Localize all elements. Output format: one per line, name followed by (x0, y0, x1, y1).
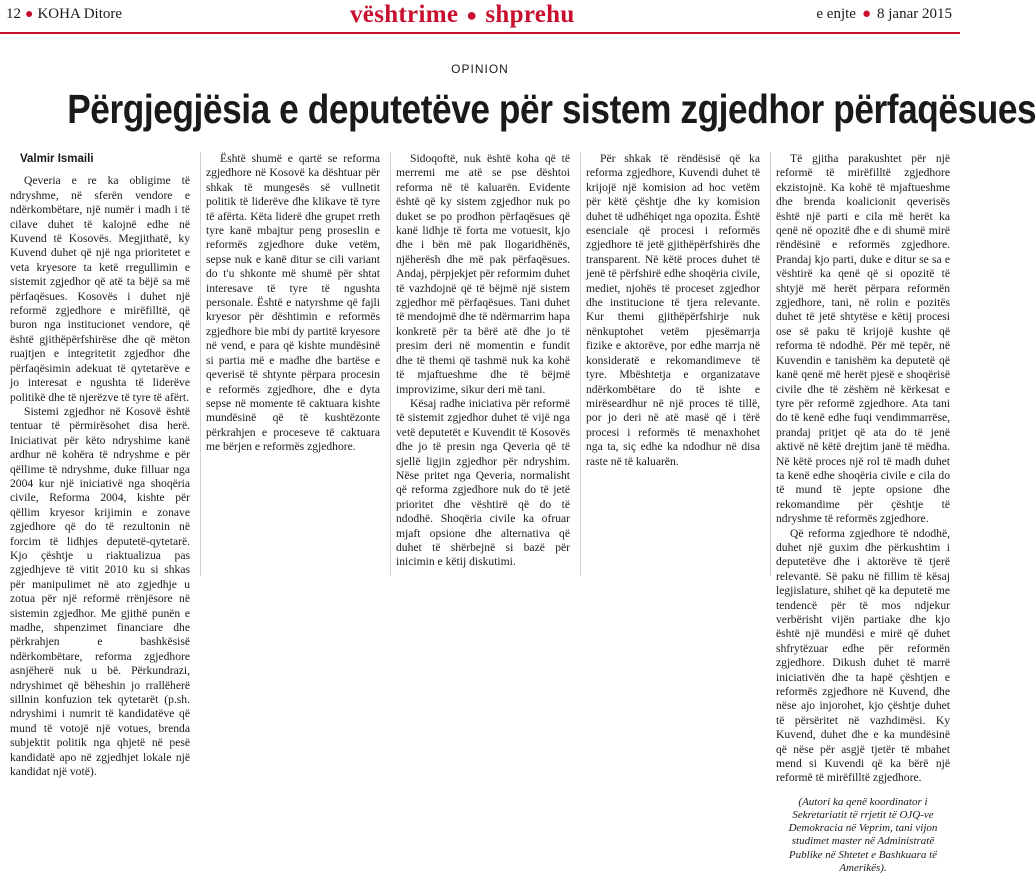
issue-date: 8 janar 2015 (877, 6, 952, 22)
author-note: (Autori ka qenë koordinator i Sekretariatit të rrjetit të OJQ-ve Demokracia në Veprim, tani vijon studimet master në Administratë Publike në Shtetet e Bashkuara të Amerikës). (788, 795, 938, 874)
article-column-1 (10, 152, 190, 779)
section-title-part1: vështrime (350, 1, 459, 28)
masthead-divider (0, 32, 960, 34)
paragraph: Që reforma zgjedhore të ndodhë, duhet një guxim dhe përkushtim i deputetëve dhe i aktorëve të tjerë relevantë. Së paku në fillim të kësaj legjislature, shihet që ka deputetë me tendencë për të mos ndjekur verbërisht vijën partiake dhe kjo është një mundësi e mirë që duhet shfrytëzuar edhe për reformën zgjedhore. Dikush duhet të marrë iniciativën dhe ta hapë çështjen e reformës zgjedhore në Kuvend, dhe nëse ajo injorohet, kjo çështje duhet të përsëritet në vazhdimësi. Ky Kuvend, duhet dhe e ka mundësinë që nëse për asgjë tjetër të mbahet mend si Kuvendi që ka bërë një reformë të mirëfilltë zgjedhore. (776, 526, 950, 785)
article-column-4 (580, 152, 760, 576)
section-title (350, 1, 575, 29)
paragraph: Sistemi zgjedhor në Kosovë është tentuar të përmirësohet disa herë. Iniciativat për këto ndryshime kanë ardhur në kohëra të ndryshme e për qëllime të ndryshme, duke filluar nga 2004 kur një iniciativë nga shoqëria civile, Reforma 2004, kishte për qëllim kryesor krijimin e zonave zgjedhore që do të rezultonin në forcim të lidhjes deputetë-qytetarë. Kjo çështje u riaktualizua pas zgjedhjeve të vitit 2010 ku si shkas për manipulimet në ato zgjedhje u zotua për një reformë rrënjësore në sistemin zgjedhor. Me gjithë punën e madhe, shpenzimet financiare dhe përkrahjen e bashkësisë ndërkombëtare, reforma zgjedhore asnjëherë nuk u bë. Përkundrazi, ndryshimet që bëheshin jo rrallëherë sillnin konfuzion tek qytetarët (p.sh. ndryshimi i numrit të kandidatëve që mund të votojë një votues, brenda subjektit politik nga qhjetë në pesë kandidatë apo në zgjedhjet lokale një kandidat një votë). (10, 404, 190, 779)
paragraph: Kësaj radhe iniciativa për reformë të sistemit zgjedhor duhet të vijë nga vetë deputetët e Kuvendit të Kosovës dhe jo të presin nga Qeveria që të sjellë ligjin zgjedhor për ndryshim. Nëse pritet nga Qeveria, normalisht që reforma zgjedhore nuk do të jetë prioritet dhe vështirë që do të ndodhë. Shoqëria civile ka ofruar mjaft opsione dhe alternativa që duhet të shërbejnë si bazë për inicimin e këtij diskutimi. (396, 396, 570, 569)
bullet-icon: ● (466, 4, 478, 25)
page-number: 12 (6, 6, 21, 22)
paragraph: Sidoqoftë, nuk është koha që të merremi me atë se pse dështoi reforma në të kaluarën. Evidente është që ky sistem zgjedhor nuk po duket se po prodhon përfaqësues që kanë lidhje të forta me votuesit, kjo dhe i bën më pak llogaridhënës, njëherësh dhe më pak përfaqësues. Andaj, përpjekjet për reformim duhet të vazhdojnë që të bëjmë një sistem zgjedhor më përfaqësues. Tani duhet të mendojmë dhe të ndërmarrim hapa konkretë për ta bërë atë dhe jo të presim deri në momentin e fundit dhe të themi që tashmë nuk ka kohë të mjaftueshme dhe të bëjmë improvizime, sikur deri më tani. (396, 152, 570, 396)
section-title-part2: shprehu (485, 1, 575, 28)
weekday: e enjte (816, 6, 856, 22)
publication-name: KOHA Ditore (37, 6, 123, 22)
masthead-left (6, 6, 122, 23)
article-kicker: OPINION (451, 62, 509, 76)
masthead (0, 0, 960, 30)
paragraph: Për shkak të rëndësisë që ka reforma zgjedhore, Kuvendi duhet të krijojë një komision ad hoc vetëm për këtë çështje dhe ky komision duhet të udhëhiqet nga opozita. Është esenciale që procesi i reformës zgjedhore të jetë gjithëpërfshirës dhe transparent. Në këtë proces duhet të jenë të përfshirë edhe shoqëria civile, mediet, njohës të proceset zgjedhor dhe institucione të tjera relevante. Kur themi gjithëpërfshirje nuk nënkuptohet vetëm pjesëmarrja fizike e aktorëve, por edhe marrja në konsideratë e rekomandimeve të tyre. Mbështetja e organizatave ndërkombëtare do të ishte e mirëseardhur në një proces të tillë, por jo deri në atë masë që i tërë procesi i reformës të menaxhohet nga ta, siç edhe ka ndodhur në disa raste në të kaluarën. (586, 152, 760, 468)
article-body (10, 152, 954, 874)
paragraph: Të gjitha parakushtet për një reformë të mirëfilltë zgjedhore ekzistojnë. Ka kohë të mjaftueshme dhe brenda koalicionit qeverisës është një parti e cila më herët ka qenë në opozitë dhe e di shumë mirë rëndësinë e reformës zgjedhore. Prandaj kjo parti, duke e ditur se sa e vështirë ka qenë që si opozitë të shtyjë më herët përpara reformën zgjedhore, tani, në rolin e pozitës duhet të jetë shtytëse e këtij procesi ose së paku të krijojë kushte që reforma të ndodhë. Për më tepër, në Kuvendin e tanishëm ka deputetë që kanë qenë më herët pjesë e shoqërisë civile dhe të zëshëm në kërkesat e tyre për reformë zgjedhore. Ata tani do të kenë edhe fuqi vendimmarrëse, prandaj pritjet që ata do të jenë aktivë në këtë drejtim janë të mëdha. Në këtë proces një rol të madh duhet ta kenë edhe shoqëria civile e cila do të mund të jepte opsione dhe rekomandime për çështje të ndryshme të reformës zgjedhore. (776, 152, 950, 526)
bullet-icon: ● (25, 6, 34, 22)
masthead-right (816, 6, 952, 23)
paragraph: Qeveria e re ka obligime të ndryshme, në sferën vendore e ndërkombëtare, një numër i madh i të cilave duhet të kalojnë edhe në Kuvend të Kosovës. Megjithatë, ky Kuvend duhet që një nga prioritetet e veta kryesore ta ketë rregullimin e sistemit zgjedhor që atë ta bëjë sa më përfaqësues. Kosovës i duhet një reformë zgjedhore e mirëfilltë, që buron nga institucionet vendore, që është gjithëpërfshirëse dhe që mëton ruajtjen e integritetit zgjedhor dhe përfaqësimin adekuat të qytetarëve e jo interesat e ngushta të liderëve politikë dhe të njerëzve të tyre të afërt. (10, 174, 190, 404)
article-headline: Përgjegjësia e deputetëve për sistem zgjedhor përfaqësues (67, 86, 1036, 132)
author-byline: Valmir Ismaili (20, 153, 94, 165)
bullet-icon: ● (861, 6, 872, 22)
article-column-5 (770, 152, 950, 874)
article-column-2 (200, 152, 380, 576)
article-column-3 (390, 152, 570, 576)
paragraph: Është shumë e qartë se reforma zgjedhore në Kosovë ka dështuar për shkak të mungesës së vullnetit politik të liderëve dhe klikave të tyre të afërta. Këta liderë dhe grupet rreth tyre kanë mbajtur peng proseslin e reformës zgjedhore duke vetëm, sepse nuk e kanë ditur se cili variant do t'u shkonte më shumë për shtat interesave të tyre të ngushta personale. Është e natyrshme që fajli kryesor për dështimin e reformës zgjedhore bie mbi dy partitë kryesore në vend, e para që kishte mundësinë si partia më e madhe dhe bartëse e qeverisë të shtynte përpara procesin e reformës zgjedhore, dhe e dyta sepse në momente të caktuara kishte mundësinë që të kushtëzonte përkrahjen e proceseve të caktuara me bërjen e reformës zgjedhore. (206, 152, 380, 454)
